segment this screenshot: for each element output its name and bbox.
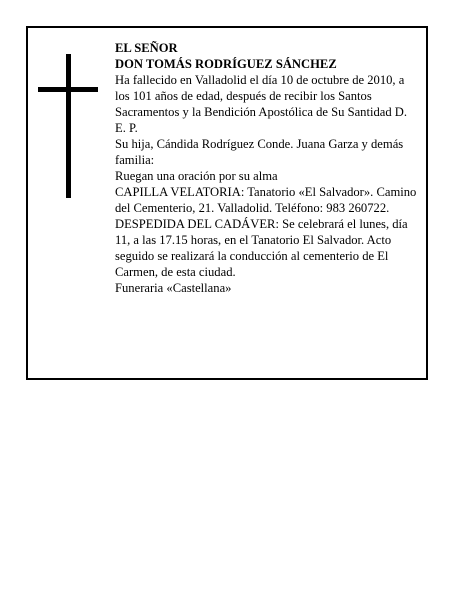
death-announcement: Ha fallecido en Valladolid el día 10 de octubre de 2010, a los 101 años de edad, después de recibir los Santos Sacramentos y la Bendición Apostólica de Su Santidad D. E. P.	[115, 73, 408, 135]
notice-heading: EL SEÑOR	[115, 41, 178, 55]
funeral-home: Funeraria «Castellana»	[115, 281, 232, 295]
chapel-info: CAPILLA VELATORIA: Tanatorio «El Salvador». Camino del Cementerio, 21. Valladolid. Teléfono: 983 260722.	[115, 185, 417, 215]
cross-vertical-bar	[66, 54, 71, 198]
obituary-notice	[26, 26, 428, 380]
prayer-request: Ruegan una oración por su alma	[115, 169, 278, 183]
family-line: Su hija, Cándida Rodríguez Conde. Juana Garza y demás familia:	[115, 137, 404, 167]
cross-horizontal-bar	[38, 87, 98, 92]
farewell-info: DESPEDIDA DEL CADÁVER: Se celebrará el lunes, día 11, a las 17.15 horas, en el Tanatorio El Salvador. Acto seguido se realizará la conducción al cementerio de El Carmen, de esta ciudad.	[115, 217, 408, 279]
notice-text	[115, 40, 421, 296]
deceased-name: DON TOMÁS RODRÍGUEZ SÁNCHEZ	[115, 57, 337, 71]
cross-icon	[38, 54, 98, 198]
